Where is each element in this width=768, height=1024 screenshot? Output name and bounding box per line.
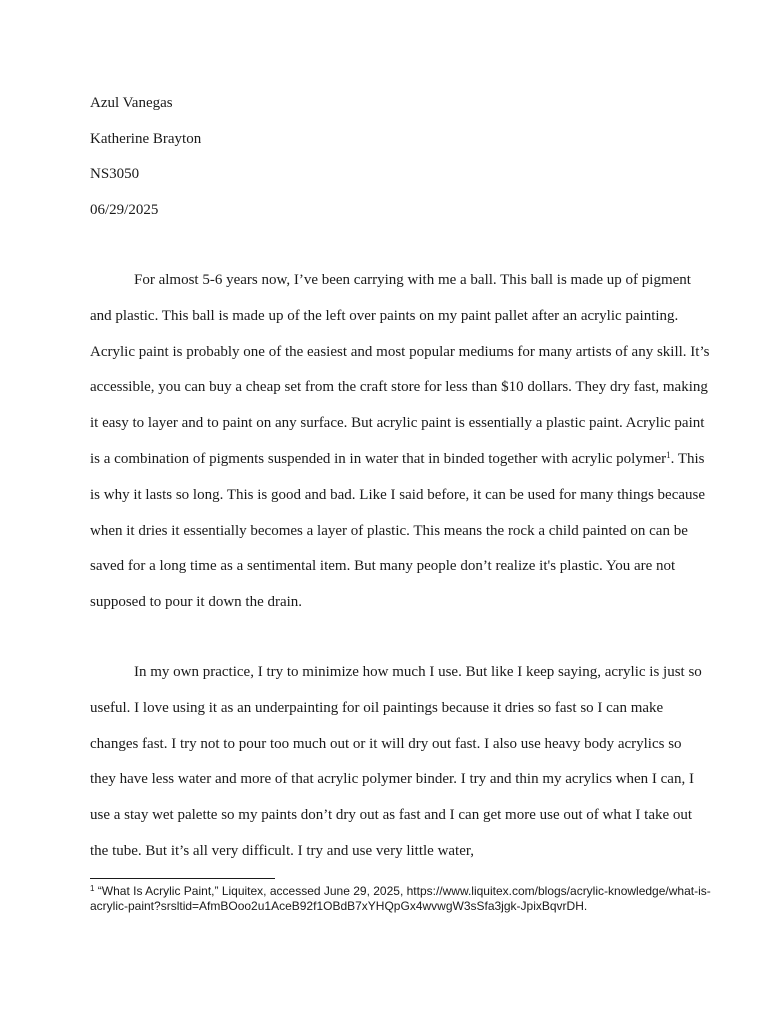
- paragraph-1-text-before-note: For almost 5-6 years now, I’ve been carrying with me a ball. This ball is made up of pigment and plastic. This ball is made up of the left over paints on my paint pallet after an acrylic painting. Acrylic paint is probably one of the easiest and most popular mediums for many artists of any skill. It’s accessible, you can buy a cheap set from the craft store for less than $10 dollars. They dry fast, making it easy to layer and to paint on any surface. But acrylic paint is essentially a plastic paint. Acrylic paint is a combination of pigments suspended in in water that in binded together with acrylic polymer: [90, 272, 710, 467]
- document-date: 06/29/2025: [90, 202, 159, 218]
- footnote-number: 1: [90, 884, 95, 893]
- paragraph-1: [90, 263, 710, 621]
- footnote-text: “What Is Acrylic Paint,” Liquitex, accessed June 29, 2025, https://www.liquitex.com/blogs/acrylic-knowledge/what-is-acrylic-paint?srsltid=AfmBOoo2u1AceB92f1OBdB7xYHQpGx4wvwgW3sSfa3jgk-JpixBqvrDH.: [90, 884, 711, 913]
- paragraph-2-text: In my own practice, I try to minimize how much I use. But like I keep saying, acrylic is just so useful. I love using it as an underpainting for oil paintings because it dries so fast so I can make changes fast. I try not to pour too much out or it will dry out fast. I also use heavy body acrylics so they have less water and more of that acrylic polymer binder. I try and thin my acrylics when I can, I use a stay wet palette so my paints don’t dry out as fast and I can get more use out of what I take out the tube. But it’s all very difficult. I try and use very little water,: [90, 664, 702, 859]
- author-name: Azul Vanegas: [90, 95, 173, 111]
- course-code: NS3050: [90, 166, 140, 182]
- footnote: [90, 884, 712, 914]
- footnote-separator: [90, 878, 275, 879]
- paragraph-2: [90, 655, 710, 870]
- footnote-reference: 1: [666, 449, 671, 460]
- instructor-name: Katherine Brayton: [90, 131, 202, 147]
- paragraph-1-text-after-note: . This is why it lasts so long. This is good and bad. Like I said before, it can be used for many things because when it dries it essentially becomes a layer of plastic. This means the rock a child painted on can be saved for a long time as a sentimental item. But many people don’t realize it's plastic. You are not supposed to pour it down the drain.: [90, 450, 706, 611]
